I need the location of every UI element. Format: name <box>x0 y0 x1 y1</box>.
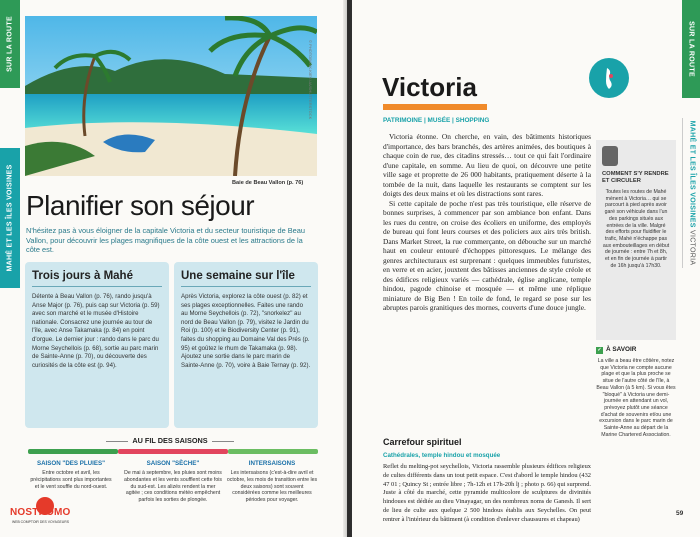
season-shoulder: INTERSAISONS Les intersaisons (c'est-à-dire avril et octobre, les mois de transition entre les deux saisons) sont souvent considérées comme les meilleures périodes pour voyager. <box>226 460 318 504</box>
photo-credit: © PHOTOBANK.KIEV.UA/SHUTTERSTOCK <box>308 40 313 120</box>
season-bar-rain <box>28 449 118 454</box>
box-heading: Une semaine sur l'île <box>181 270 311 287</box>
box-heading: Trois jours à Mahé <box>32 270 162 287</box>
season-rain: SAISON "DES PLUIES" Entre octobre et avril, les précipitations sont plus importantes et le vent souffle du nord-ouest. <box>30 460 112 490</box>
section-text: Reflet du melting-pot seychellois, Victoria rassemble plusieurs édifices religieux de cultes différents dans un tout petit espace. C'est d'abord le temple hindou (432 47 01 ; Quincy St ; entrée libre ; 7h-12h et 17h-20h lj ; photo p. 66) qui surprend. Juste à côté du marché, cette pyramide multicolore de sculptures de divinités hindoues est dédiée au dieu Vinayagar, un des nombreux noms de Ganesh. Il sert de lieu de culte aux quelque 2 500 hindous établis aux Seychelles. On peut rentrer à l'intérieur du bâtiment (à condition d'enlever chaussures et chapeau) <box>383 463 591 523</box>
intro-text: N'hésitez pas à vous éloigner de la capitale Victoria et du secteur touristique de Beau Vallon, pour découvrir les plages magnifiques de la côte ouest et les attractions de la côte est. <box>26 226 306 255</box>
right-page <box>352 0 700 537</box>
page-title: Planifier son séjour <box>26 190 255 221</box>
seasons-title: AU FIL DES SAISONS <box>70 436 270 445</box>
itinerary-three-days <box>25 262 169 428</box>
nostromo-logo: NOSTROMO WEB COMPTOIR DES VOYAGEURS <box>4 497 90 533</box>
season-bar-shoulder <box>228 449 318 454</box>
side-tab-chapter: MAHÉ ET LES ÎLES VOISINES VICTORIA <box>682 118 700 268</box>
page-number: 59 <box>676 510 684 517</box>
hero-photo <box>25 16 317 176</box>
map-locator-icon <box>589 58 629 98</box>
good-to-know-box: ✓ À SAVOIR La ville a beau être côtière, notez que Victoria ne compte aucune plage et que la plus proche se situe de l'autre côté de l'île, à Beau Vallon (à 5 km). Si vous êtes "bloqué" à Victoria une demi-journée en attendant un vol, prévoyez plutôt une séance d'achat de souvenirs et/ou une excursion dans le parc marin de Sainte-Anne au départ de la Marine Chartered Association. <box>596 346 676 438</box>
left-page <box>0 0 347 537</box>
side-tab-sur-la-route: SUR LA ROUTE <box>0 0 20 88</box>
section-heading: Carrefour spirituel <box>383 437 462 447</box>
title-underline <box>383 104 487 110</box>
category-tags: PATRIMOINE | MUSÉE | SHOPPING <box>383 117 490 124</box>
check-icon: ✓ <box>597 347 602 353</box>
box-text: Après Victoria, explorez la côte ouest (p. 82) et ses plages exceptionnelles. Faites une rando au Morne Seychellois (p. 72), "snorkelez" au nord de Beau Vallon (p. 79), visitez le Jardin du Roi (p. 100) et le Biodiversity Center (p. 91), faites du shopping au Domaine Val des Prés (p. 95) et goûtez le rhum de Takamaka (p. 98). Ajoutez une sortie dans le parc marin de Sainte-Anne (p. 70), voire à Baie Ternay (p. 92). <box>181 293 311 369</box>
bus-icon <box>602 146 618 166</box>
side-tab-chapter: MAHÉ ET LES ÎLES VOISINES <box>0 148 20 288</box>
page-title: Victoria <box>382 72 477 102</box>
getting-there-box: COMMENT S'Y RENDRE ET CIRCULER Toutes les routes de Mahé mènent à Victoria… qui se parcourt à pied après avoir garé son véhicule dans l'un des parkings situés aux entrées de la ville. Malgré des efforts pour fluidifier le trafic, Mahé n'échappe pas aux embouteillages en début de journée : entre 7h et 8h, et en fin de journée à partir de 16h jusqu'à 17h30. <box>596 140 676 340</box>
body-text: Victoria étonne. On cherche, en vain, des bâtiments historiques d'importance, des bars branchés, des artères animées, des boutiques à chaque coin de rue, des citadins stressés… tout ce qui fait l'ordinaire d'une capitale, en somme. Au lieu de quoi, on découvre une petite ville sage et proprette de 26 000 habitants, pratiquement déserte à la tombée de la nuit, dans laquelle les restaurants se comptent sur les doigts des deux mains et où les distractions sont rares. Si cette capitale de poche n'est pas très touristique, elle réserve de bonnes surprises, à commencer par son ambiance bon enfant. Dans les rues du centre, on croise des écoliers en uniforme, des employés de bureau qui font leurs courses et des policiers aux airs très british. Dans Market Street, la rue commerçante, on débouche sur un marché haut en couleur entouré d'échoppes pittoresques. Le mélange des genres architecturaux est surprenant : quelques immeubles futuristes, en verre et en acier, jouxtent des bâtisses anciennes de style créole et des édifices religieux variés — cathédrale, église anglicane, temple hindou, pagode chinoise et mosquée — et même une réplique miniature de Big Ben ! En toile de fond, le regard se pose sur les abruptes parois granitiques des mornes, couverts d'une douce jungle. <box>383 132 591 312</box>
photo-caption: Baie de Beau Vallon (p. 76) <box>232 180 304 186</box>
box-text: Détente à Beau Vallon (p. 76), rando jusqu'à Anse Major (p. 76), puis cap sur Victoria (p. 59) avec son marché et le musée d'Histoire nationale. Consacrez une journée au tour de l'île, avec Anse Takamaka (p. 84) en point d'orgue. Le dernier jour : rando dans le parc du Morne Seychellois (p. 68), sortie au parc marin de Sainte-Anne (p. 70), ou découverte des curiosités de la côte est (p. 94). <box>32 293 160 369</box>
season-dry: SAISON "SÈCHE" De mai à septembre, les pluies sont moins abondantes et les vents soufflent cette fois du sud-est. Les alizés rendent la mer agitée ; ces conditions météo empêchent parfois les sorties de plongée. <box>124 460 222 504</box>
itinerary-one-week <box>174 262 318 428</box>
season-bar-dry <box>118 449 228 454</box>
side-tab-sur-la-route: SUR LA ROUTE <box>682 0 700 98</box>
section-subheading: Cathédrales, temple hindou et mosquée <box>383 452 501 459</box>
